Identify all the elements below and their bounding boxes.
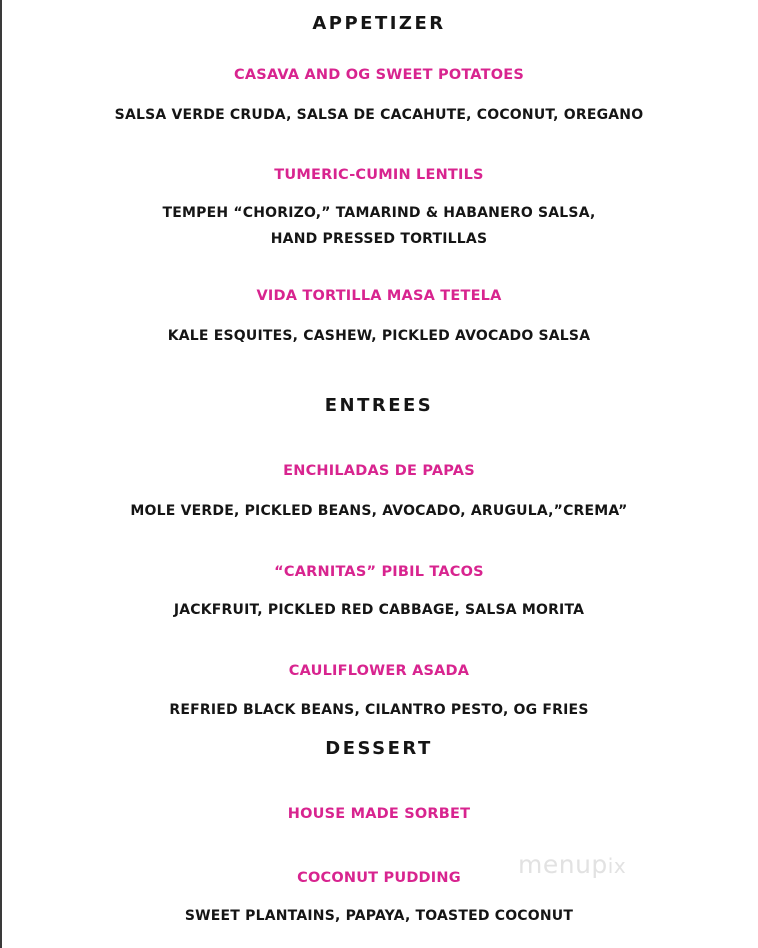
dish-name-carnitas-tacos: “CARNITAS” PIBIL TACOS [274,564,484,580]
dish-desc-line: HAND PRESSED TORTILLAS [270,231,488,247]
dish-desc-casava [0,102,758,128]
watermark-brand: menup [518,850,608,879]
dish-name-casava: CASAVA AND OG SWEET POTATOES [234,67,524,83]
dish-desc-line: JACKFRUIT, PICKLED RED CABBAGE, SALSA MORITA [173,602,585,618]
dish-desc-carnitas-tacos [0,597,758,623]
dish-name-enchiladas: ENCHILADAS DE PAPAS [283,463,475,479]
dish-name-vida-tetela: VIDA TORTILLA MASA TETELA [256,288,502,304]
dish-name-coconut-pudding: COCONUT PUDDING [297,870,461,886]
dish-desc-line: SALSA VERDE CRUDA, SALSA DE CACAHUTE, COCONUT, OREGANO [114,107,644,123]
dish-name-sorbet: HOUSE MADE SORBET [287,806,471,822]
dish-desc-line: MOLE VERDE, PICKLED BEANS, AVOCADO, ARUGULA,”CREMA” [130,503,628,519]
dish-name-tumeric-lentils: TUMERIC-CUMIN LENTILS [274,167,484,183]
section-title-dessert: DESSERT [325,738,433,759]
dish-desc-vida-tetela [0,323,758,349]
section-title-entrees: ENTREES [324,395,434,416]
dish-desc-line: KALE ESQUITES, CASHEW, PICKLED AVOCADO SALSA [167,328,591,344]
dish-desc-line: SWEET PLANTAINS, PAPAYA, TOASTED COCONUT [184,908,574,924]
dish-name-cauliflower-asada: CAULIFLOWER ASADA [288,663,470,679]
section-title-appetizer: APPETIZER [312,13,446,34]
dish-desc-cauliflower-asada [0,697,758,723]
menupix-logo-icon [518,850,626,879]
dish-desc-coconut-pudding [0,903,758,929]
dish-desc-line: TEMPEH “CHORIZO,” TAMARIND & HABANERO SALSA, [162,205,596,221]
dish-desc-enchiladas [0,498,758,524]
dish-desc-line: REFRIED BLACK BEANS, CILANTRO PESTO, OG FRIES [169,702,589,718]
watermark-tail: ix [607,854,627,878]
dish-desc-tumeric-lentils [0,200,758,252]
